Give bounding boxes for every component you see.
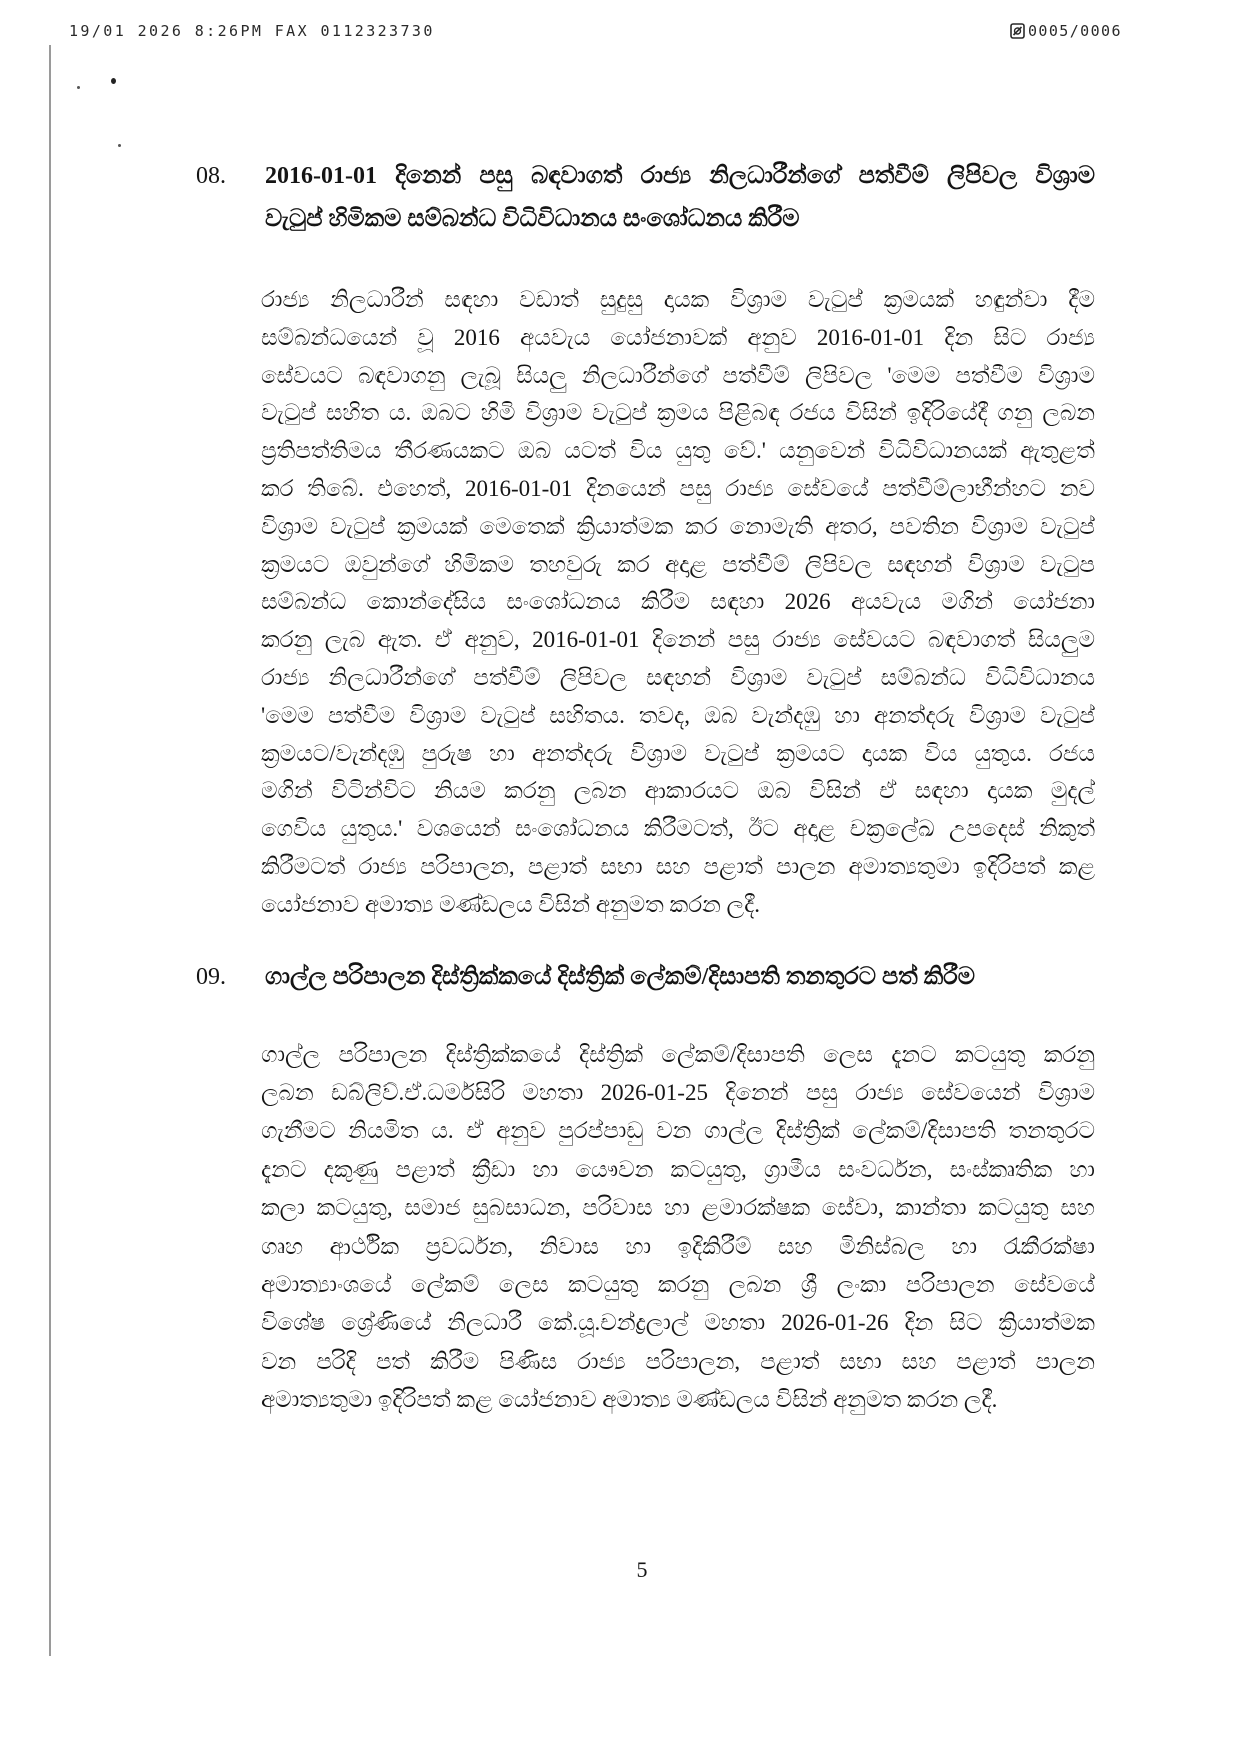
paragraph-line: විශ්‍රාම වැටුප් ක්‍රමයක් මෙතෙක් ක්‍රියාත්මක කර නොමැති අතර, පවතින විශ්‍රාම වැටුප්	[261, 513, 1095, 539]
paragraph-line: ගැනීමට නියමිත ය. ඒ අනුව පුරප්පාඩු වන ගාල්ල දිස්ත්‍රික් ලේකම්/දිසාපති තනතුරට	[261, 1118, 1095, 1144]
paragraph-line: ගෘහ ආර්ථික ප්‍රවර්ධන, නිවාස හා ඉදිකිරීම් සහ මිනිස්බල හා රැකීරක්ෂා	[261, 1233, 1095, 1259]
scan-speck	[118, 144, 121, 147]
paragraph-line: කර තිබේ. එහෙත්, 2016-01-01 දිනයෙන් පසු රාජ්‍ය සේවයේ පත්වීම්ලාභීන්හට නව	[261, 475, 1095, 501]
paragraph-line: විශේෂ ශ්‍රේණියේ නිලධාරී කේ.යූ.චන්ද්‍රලාල් මහතා 2026-01-26 දින සිට ක්‍රියාත්මක	[261, 1310, 1095, 1336]
fax-page-icon	[1010, 23, 1025, 39]
paragraph-line: ගාල්ල පරිපාලන දිස්ත්‍රික්කයේ දිස්ත්‍රික් ලේකම්/දිසාපති ලෙස දැනට කටයුතු කරනු	[261, 1041, 1095, 1067]
paragraph-line: 'මෙම පත්වීම විශ්‍රාම වැටුප් සහිතය. තවද, ඔබ වැන්දඹු හා අනත්දරු විශ්‍රාම වැටුප්	[261, 702, 1095, 728]
paragraph-line: කරනු ලැබ ඇත. ඒ අනුව, 2016-01-01 දිනෙන් පසු රාජ්‍ය සේවයට බඳවාගත් සියලුම	[261, 627, 1095, 653]
paragraph-line: ලබන ඩබ්ලිව්.ඒ.ධර්මසිරි මහතා 2026-01-25 දිනෙන් පසු රාජ්‍ය සේවයෙන් විශ්‍රාම	[261, 1079, 1095, 1105]
heading-line: වැටුප් හිමිකම සම්බන්ධ විධිවිධානය සංශෝධනය කිරීම	[265, 206, 800, 232]
paragraph-line: යෝජනාව අමාත්‍ය මණ්ඩලය විසින් අනුමත කරන ලදී.	[261, 891, 761, 917]
paragraph-line: අමාත්‍යාංශයේ ලේකම් ලෙස කටයුතු කරනු ලබන ශ්‍රී ලංකා පරිපාලන සේවයේ	[261, 1271, 1095, 1297]
heading-line: ගාල්ල පරිපාලන දිස්ත්‍රික්කයේ දිස්ත්‍රික් ලේකම්/දිසාපති තනතුරට පත් කිරීම	[265, 963, 976, 990]
paragraph-line: රාජ්‍ය නිලධාරීන් සඳහා වඩාත් සුදුසු දායක විශ්‍රාම වැටුප් ක්‍රමයක් හඳුන්වා දීම	[261, 287, 1095, 312]
fax-header-timestamp: 19/01 2026 8:26PM FAX 0112323730	[69, 22, 435, 40]
paragraph-line: සම්බන්ධයෙන් වූ 2016 අයවැය යෝජනාවක් අනුව 2016-01-01 දින සිට රාජ්‍ය	[261, 324, 1095, 350]
section-paragraph	[261, 1036, 1095, 1420]
section-09	[0, 956, 1240, 1420]
paragraph-line: කිරීමටත් රාජ්‍ය පරිපාලන, පළාත් සභා සහ පළාත් පාලන අමාත්‍යතුමා ඉදිරිපත් කළ	[261, 853, 1095, 879]
scan-speck	[111, 78, 116, 84]
fax-page-count: 0005/0006	[1028, 22, 1122, 40]
paragraph-line: සම්බන්ධ කොන්දේසිය සංශෝධනය කිරීම සඳහා 2026 අයවැය මගින් යෝජනා	[261, 589, 1095, 615]
scan-speck	[77, 86, 80, 89]
section-heading	[265, 956, 1095, 999]
paragraph-line: රාජ්‍ය නිලධාරීන්ගේ පත්වීම් ලිපිවල සඳහන් විශ්‍රාම වැටුප් සම්බන්ධ විධිවිධානය	[261, 664, 1095, 690]
paragraph-line: ගෙවිය යුතුය.' වශයෙන් සංශෝධනය කිරීමටත්, ඊට අදාළ චක්‍රලේඛ උපදෙස් නිකුත්	[261, 816, 1095, 842]
section-heading	[265, 155, 1095, 241]
paragraph-line: වැටුප් සහිත ය. ඔබට හිමි විශ්‍රාම වැටුප් ක්‍රමය පිළිබඳ රජය විසින් ඉදිරියේදී ගනු ලබන	[261, 400, 1095, 426]
paragraph-line: දැනට දකුණු පළාත් ක්‍රීඩා හා යෞවන කටයුතු, ග්‍රාමීය සංවර්ධන, සංස්කෘතික හා	[261, 1156, 1095, 1182]
paragraph-line: සේවයට බඳවාගනු ලැබූ සියලු නිලධාරීන්ගේ පත්වීම් ලිපිවල 'මෙම පත්වීම විශ්‍රාම	[261, 362, 1095, 388]
heading-line: 2016-01-01 දිනෙන් පසු බඳවාගත් රාජ්‍ය නිලධාරීන්ගේ පත්වීම් ලිපිවල විශ්‍රාම	[265, 163, 1095, 189]
paragraph-line: කලා කටයුතු, සමාජ සුබසාධන, පරිවාස හා ළමාරක්ෂක සේවා, කාන්තා කටයුතු සහ	[261, 1195, 1095, 1221]
paragraph-line: වන පරිදි පත් කිරීම පිණිස රාජ්‍ය පරිපාලන, පළාත් සභා සහ පළාත් පාලන	[261, 1348, 1095, 1374]
paragraph-line: අමාත්‍යතුමා ඉදිරිපත් කළ යෝජනාව අමාත්‍ය මණ්ඩලය විසින් අනුමත කරන ලදී.	[261, 1387, 998, 1413]
paragraph-line: මගින් විටින්විට නියම කරනු ලබන ආකාරයට ඔබ විසින් ඒ සඳහා දායක මුදල්	[261, 778, 1095, 804]
page-number: 5	[636, 1557, 648, 1582]
paragraph-line: ක්‍රමයට ඔවුන්ගේ හිමිකම තහවුරු කර අදාළ පත්වීම් ලිපිවල සඳහන් විශ්‍රාම වැටුප	[261, 551, 1095, 577]
paragraph-line: ක්‍රමයට/වැන්දඹු පුරුෂ හා අනත්දරු විශ්‍රාම වැටුප් ක්‍රමයට දායක විය යුතුය. රජය	[261, 740, 1095, 766]
fax-header-page-counter	[1010, 21, 1122, 41]
section-08	[0, 155, 1240, 924]
section-number: 08.	[196, 163, 226, 189]
paragraph-line: ප්‍රතිපත්තිමය තීරණයකට ඔබ යටත් විය යුතු වේ.' යනුවෙන් විධිවිධානයක් ඇතුළත්	[261, 438, 1095, 464]
section-number: 09.	[196, 963, 226, 990]
section-paragraph	[261, 281, 1095, 924]
document-body	[0, 155, 1240, 1420]
